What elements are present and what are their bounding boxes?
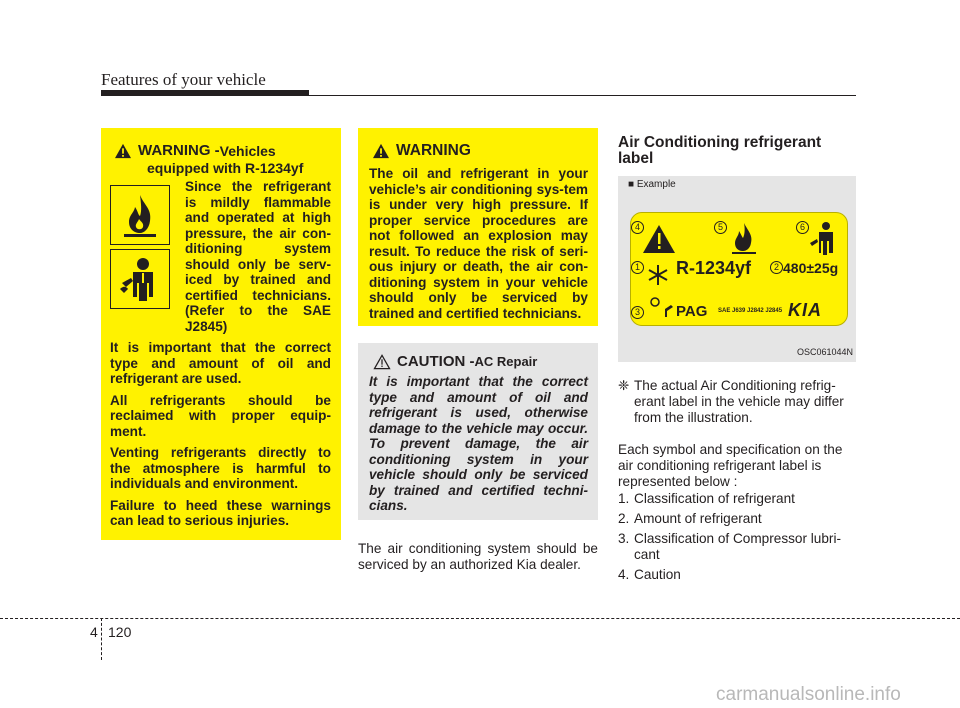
service-paragraph: The air conditioning system should be serviced by an authorized Kia dealer. (358, 541, 598, 572)
marker-4: 4 (631, 221, 644, 234)
figure-code: OSC061044N (796, 347, 853, 357)
illustration-note (618, 378, 858, 426)
refrigerant-amount: 480±25g (783, 260, 839, 276)
footer-divider (101, 618, 102, 660)
kia-logo: KIA (788, 300, 822, 320)
warning-box-r1234yf (101, 128, 341, 540)
page-header-title: Features of your vehicle (101, 70, 266, 89)
warning-heading-small: Vehicles (219, 142, 276, 159)
marker-5: 5 (714, 221, 727, 234)
flame-icon (732, 223, 756, 254)
section-title: Air Conditioning refrigerant label (618, 134, 822, 167)
warning-paragraph-4: Failure to heed these warnings can lead to serious injuries. (110, 497, 331, 528)
symbol-list (618, 491, 858, 587)
warning-triangle-icon (372, 143, 390, 159)
caution-heading (369, 353, 588, 370)
snowflake-icon (649, 265, 667, 285)
technician-icon (110, 249, 170, 309)
refrigerant-type: R-1234yf (676, 258, 752, 278)
list-item: 1. Classification of refrigerant (618, 491, 795, 506)
footer-rule (0, 618, 960, 619)
warning-triangle-icon (114, 143, 132, 159)
header-rule (101, 95, 856, 96)
watermark: carmanualsonline.info (716, 684, 901, 705)
example-label: ■ Example (628, 179, 676, 190)
page-number: 120 (108, 624, 132, 640)
oil-can-icon (645, 298, 673, 317)
marker-1: 1 (631, 261, 644, 274)
warning-heading (369, 142, 588, 160)
caution-box-ac-repair (358, 343, 598, 520)
warning-paragraph-3: Venting refrigerants directly to the atmosphere is harmful to individuals and environment. (110, 445, 331, 491)
caution-text: It is important that the correct type and amount of oil and refrigerant is used, otherwise damage to the vehicle may occur. To prevent damage, the air conditioning system in your vehicle should only be serviced by trained and certified techni-cians. (369, 374, 588, 513)
warning-paragraph-2: All refrigerants should be reclaimed with proper equip-ment. (110, 392, 331, 439)
warning-heading-text: WARNING (396, 142, 471, 159)
warning-box-high-pressure (358, 128, 598, 326)
warning-heading (110, 142, 331, 159)
marker-6: 6 (796, 221, 809, 234)
refrigerant-label-figure (618, 176, 856, 362)
technician-icon (810, 222, 833, 255)
list-item: 2. Amount of refrigerant (618, 511, 762, 526)
caution-heading-text: CAUTION - (397, 353, 475, 370)
warning-paragraph-1: It is important that the correct type and amount of oil and refrigerant are used. (110, 340, 331, 386)
warning-heading-text: WARNING - (138, 142, 220, 159)
chapter-number: 4 (90, 624, 98, 640)
oil-type: PAG (676, 303, 708, 320)
note-mark: ❈ (618, 378, 630, 393)
warning-text: The oil and refrigerant in your vehicle’s air conditioning sys-tem is under very high pressure. If proper service procedures are not followed an explosion may result. To reduce the risk of seri-ous injury or death, the air con-ditioning system in your vehicle should only be serviced by trained and certified technicians. (369, 166, 588, 321)
warning-icon-text: Since the refrigerant is mildly flammable and operated at high pressure, the air con-ditioning system should only be serv-iced by trained and certified technicians. (Refer to the SAE J2845) (185, 179, 331, 334)
caution-triangle-icon (373, 354, 391, 370)
warning-triangle-icon (643, 225, 675, 253)
note-text: The actual Air Conditioning refrig-erant label in the vehicle may differ from the illustration. (634, 378, 844, 425)
marker-3: 3 (631, 306, 644, 319)
warning-subheading: equipped with R-1234yf (147, 160, 304, 176)
flame-icon (110, 185, 170, 245)
symbol-intro-paragraph: Each symbol and specification on the air conditioning refrigerant label is represented below : (618, 442, 843, 489)
sae-standards: SAE J639 J2842 J2845 (718, 308, 783, 314)
marker-2: 2 (770, 261, 783, 274)
list-item: 3. Classification of Compressor lubri-cant (618, 531, 841, 562)
list-item: 4. Caution (618, 567, 681, 582)
caution-heading-small: AC Repair (474, 354, 538, 369)
